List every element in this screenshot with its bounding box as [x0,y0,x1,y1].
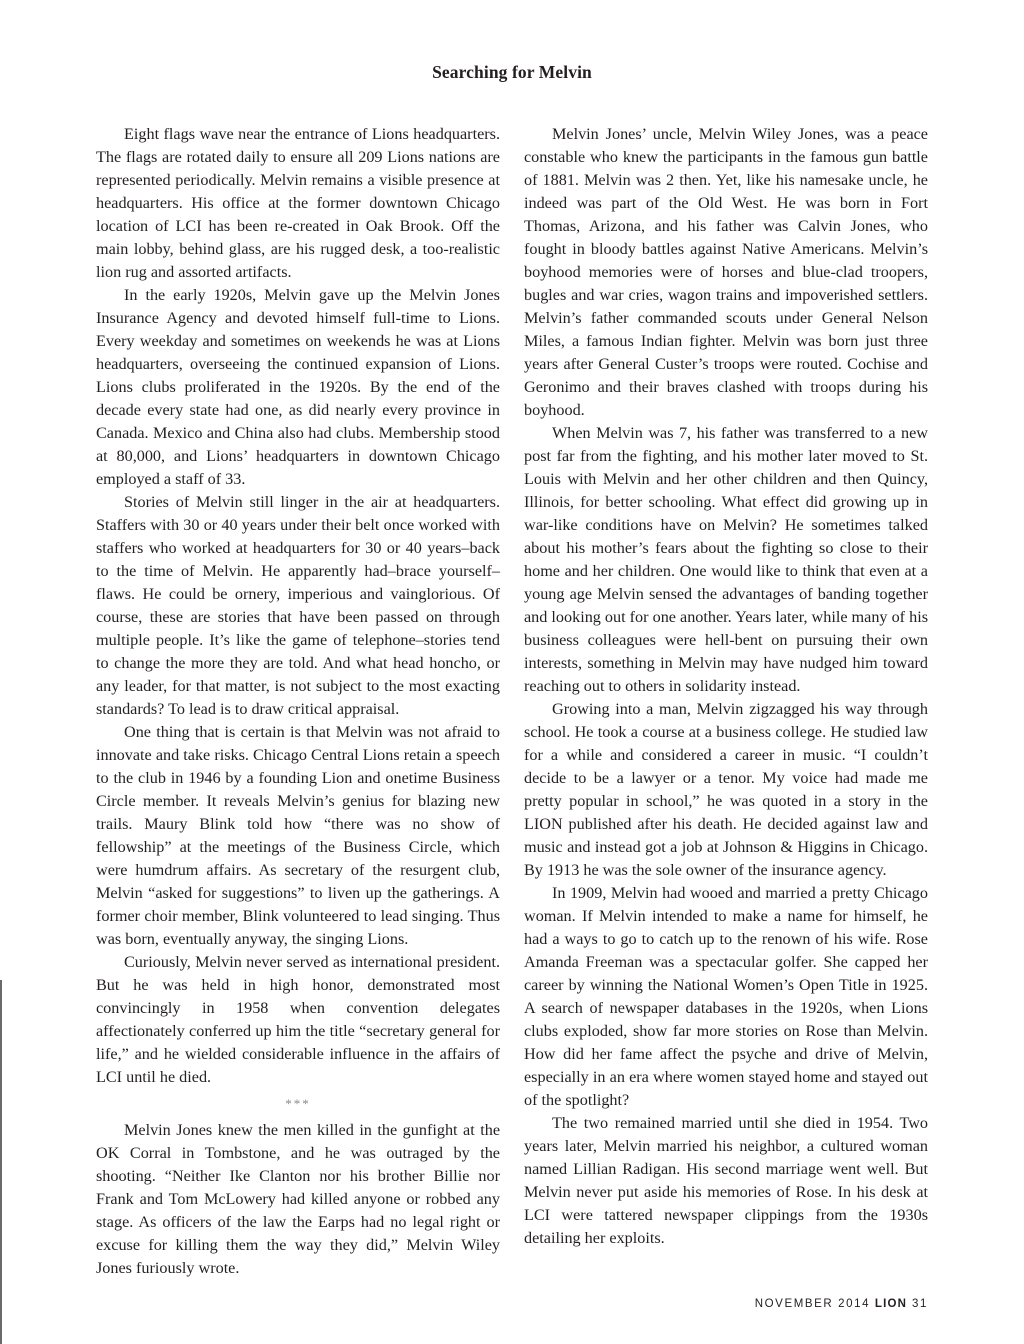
body-paragraph: Melvin Jones knew the men killed in the gunfight at the OK Corral in Tombstone, and he was outraged by the shooting. “Neither Ike Clanton nor his brother Billie nor Frank and Tom McLowery had killed anyone or robbed any stage. As officers of the law the Earps had no legal right or excuse for killing them the way they did,” Melvin Wiley Jones furiously wrote. [96,1121,500,1277]
body-paragraph: The two remained married until she died in 1954. Two years later, Melvin married his neighbor, a cultured woman named Lillian Radigan. His second marriage went well. But Melvin never put aside his memories of Rose. In his desk at LCI were tattered newspaper clippings from the 1930s detailing her exploits. [524,1114,928,1247]
margin-rule [0,980,2,1344]
right-column [524,123,928,1250]
body-paragraph: Eight flags wave near the entrance of Lions headquarters. The flags are rotated daily to ensure all 209 Lions nations are represented periodically. Melvin remains a visible presence at headquarters. His office at the former downtown Chicago location of LCI has been re-created in Oak Brook. Off the main lobby, behind glass, are his rugged desk, a too-realistic lion rug and assorted artifacts. [96,125,500,281]
magazine-name: LION [874,1298,908,1310]
body-paragraph: Melvin Jones’ uncle, Melvin Wiley Jones, was a peace constable who knew the participants in the famous gun battle of 1881. Melvin was 2 then. Yet, like his namesake uncle, he indeed was part of the Old West. He was born in Fort Thomas, Arizona, and his father was Calvin Jones, who fought in bloody battles against Native Americans. Melvin’s boyhood memories were of horses and blue-clad troopers, bugles and war cries, wagon trains and impoverished settlers. Melvin’s father commanded scouts under General Nelson Miles, a famous Indian fighter. Melvin was born just three years after General Custer’s troops were routed. Cochise and Geronimo and their braves clashed with troops during his boyhood. [524,125,928,419]
body-paragraph: Curiously, Melvin never served as international president. But he was held in high honor, demonstrated most convincingly in 1958 when convention delegates affectionately conferred up him the title “secretary general for life,” and he wielded considerable influence in the affairs of LCI until he died. [96,953,500,1086]
body-paragraph: When Melvin was 7, his father was transferred to a new post far from the fighting, and his mother later moved to St. Louis with Melvin and her other children and then Quincy, Illinois, for better schooling. What effect did growing up in war-like conditions have on Melvin? He sometimes talked about his mother’s fears about the fighting so close to their home and her children. One would like to think that even at a young age Melvin sensed the advantages of banding together and looking out for one another. Years later, while many of his business colleagues were hell-bent on pursuing their own interests, something in Melvin may have nudged him toward reaching out to others in solidarity instead. [524,424,928,695]
body-paragraph: One thing that is certain is that Melvin was not afraid to innovate and take risks. Chicago Central Lions retain a speech to the club in 1946 by a founding Lion and onetime Business Circle member. It reveals Melvin’s genius for blazing new trails. Maury Blink told how “there was no show of fellowship” at the meetings of the Business Circle, which were humdrum affairs. As secretary of the resurgent club, Melvin “asked for suggestions” to liven up the gatherings. A former choir member, Blink volunteered to lead singing. Thus was born, eventually anyway, the singing Lions. [96,723,500,948]
page-number: 31 [912,1298,928,1310]
body-paragraph: Stories of Melvin still linger in the air at headquarters. Staffers with 30 or 40 years under their belt once worked with staffers who worked at headquarters for 30 or 40 years–back to the time of Melvin. He apparently had–brace yourself–flaws. He could be ornery, imperious and vainglorious. Of course, these are stories that have been passed on through multiple people. It’s like the game of telephone–stories tend to change the more they are told. And what head honcho, or any leader, for that matter, is not subject to the most exacting standards? To lead is to draw critical appraisal. [96,493,500,718]
section-separator: *** [285,1096,311,1111]
body-paragraph: In the early 1920s, Melvin gave up the Melvin Jones Insurance Agency and devoted himself full-time to Lions. Every weekday and sometimes on weekends he was at Lions headquarters, overseeing the continued expansion of Lions. Lions clubs proliferated in the 1920s. By the end of the decade every state had one, as did nearly every province in Canada. Mexico and China also had clubs. Membership stood at 80,000, and Lions’ headquarters in downtown Chicago employed a staff of 33. [96,286,500,488]
left-column [96,123,500,1280]
running-title: Searching for Melvin [432,62,592,82]
body-paragraph: In 1909, Melvin had wooed and married a pretty Chicago woman. If Melvin intended to make a name for himself, he had a ways to go to catch up to the renown of his wife. Rose Amanda Freeman was a spectacular golfer. She capped her career by winning the National Women’s Open Title in 1925. A search of newspaper databases in the 1920s, when Lions clubs exploded, show far more stories on Rose than Melvin. How did her fame affect the psyche and drive of Melvin, especially in an era where women stayed home and stayed out of the spotlight? [524,884,928,1109]
body-paragraph: Growing into a man, Melvin zigzagged his way through school. He took a course at a business college. He studied law for a while and considered a career in music. “I couldn’t decide to be a lawyer or a tenor. My voice had made me pretty popular in school,” he was quoted in a story in the LION published after his death. He decided against law and music and instead got a job at Johnson & Higgins in Chicago. By 1913 he was the sole owner of the insurance agency. [524,700,928,879]
issue-date: NOVEMBER 2014 [754,1298,871,1310]
page-footer [755,1298,928,1310]
